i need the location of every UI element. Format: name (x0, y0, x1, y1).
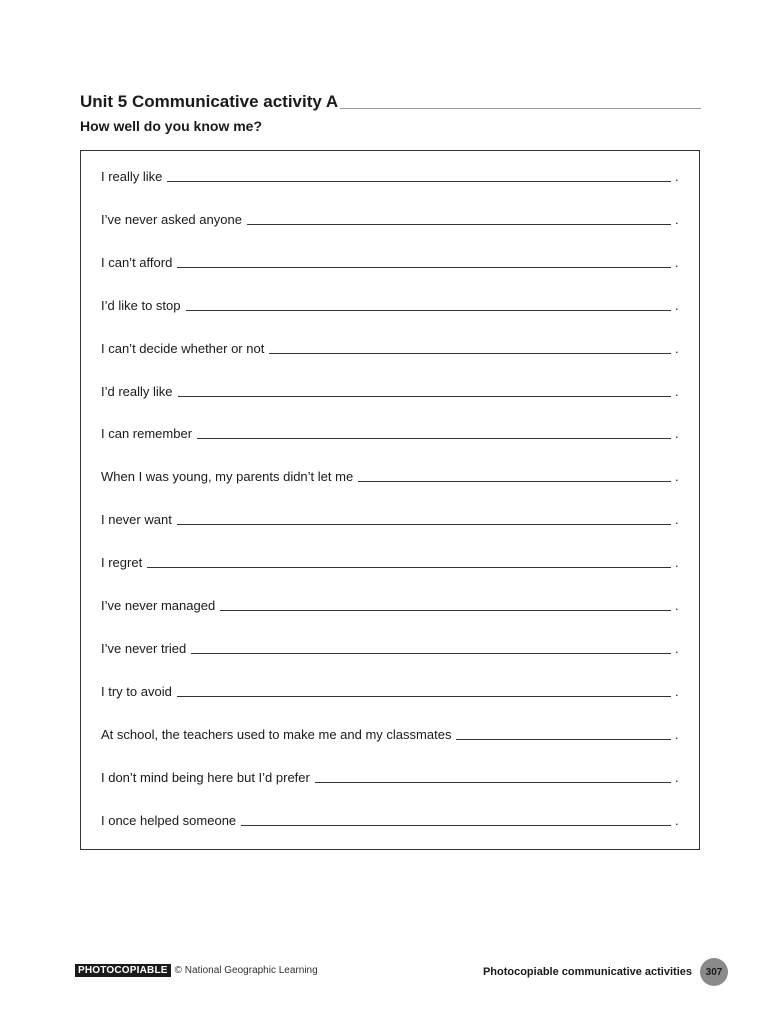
answer-line[interactable] (191, 652, 671, 654)
answer-line[interactable] (177, 523, 671, 525)
prompt-text: At school, the teachers used to make me and my classmates (101, 726, 452, 742)
title-rule (340, 108, 701, 109)
prompt-text: I don’t mind being here but I’d prefer (101, 769, 310, 785)
answer-line[interactable] (178, 395, 671, 397)
answer-line[interactable] (197, 437, 671, 439)
prompt-row (101, 551, 679, 571)
answer-line[interactable] (177, 266, 671, 268)
sentence-period: . (675, 254, 679, 270)
prompt-text: I really like (101, 169, 163, 184)
prompt-text: I can’t decide whether or not (101, 340, 265, 356)
sentence-period: . (675, 469, 679, 485)
page-header (80, 92, 701, 135)
prompt-text: I’ve never tried (101, 640, 187, 656)
sentence-period: . (675, 426, 679, 442)
sentence-period: . (675, 640, 679, 656)
sentence-period: . (675, 340, 679, 356)
answer-line[interactable] (241, 824, 671, 826)
prompt-row (101, 380, 679, 400)
title-row (80, 92, 701, 112)
answer-line[interactable] (247, 223, 671, 225)
footer-right (483, 958, 728, 986)
sentence-period: . (675, 769, 679, 785)
sentence-period: . (675, 297, 679, 313)
page-subtitle: How well do you know me? (80, 118, 263, 134)
prompt-row (101, 809, 679, 829)
answer-line[interactable] (177, 695, 671, 697)
activity-box (80, 150, 700, 850)
prompt-text: I once helped someone (101, 812, 237, 828)
answer-line[interactable] (167, 180, 671, 182)
prompt-text: I’d like to stop (101, 297, 181, 313)
sentence-period: . (675, 598, 679, 613)
prompt-text: I’ve never asked anyone (101, 211, 242, 227)
prompt-text: I can’t afford (101, 254, 173, 270)
sentence-period: . (675, 555, 679, 571)
footer-left (75, 964, 318, 977)
prompt-row (101, 637, 679, 657)
prompt-text: I can remember (101, 426, 193, 442)
page-title: Unit 5 Communicative activity A (80, 92, 339, 111)
prompt-row (101, 680, 679, 700)
sentence-period: . (675, 169, 679, 184)
answer-line[interactable] (220, 609, 671, 611)
prompt-row (101, 165, 679, 185)
sentence-period: . (675, 512, 679, 528)
photocopiable-badge: PHOTOCOPIABLE (75, 964, 171, 977)
prompt-text: When I was young, my parents didn’t let me (101, 469, 354, 485)
answer-line[interactable] (358, 480, 671, 482)
sentence-period: . (675, 211, 679, 227)
answer-line[interactable] (456, 738, 671, 740)
prompt-text: I’ve never managed (101, 598, 216, 613)
prompt-row (101, 208, 679, 228)
prompt-row (101, 337, 679, 357)
footer-section-title: Photocopiable communicative activities (482, 966, 692, 978)
prompt-row (101, 251, 679, 271)
answer-line[interactable] (147, 566, 671, 568)
page-footer (75, 958, 728, 986)
prompt-row (101, 766, 679, 786)
sentence-period: . (675, 683, 679, 699)
prompt-row (101, 465, 679, 485)
prompt-row (101, 723, 679, 743)
answer-line[interactable] (186, 309, 672, 311)
sentence-period: . (675, 812, 679, 828)
answer-line[interactable] (269, 352, 671, 354)
page-number-badge: 307 (700, 958, 728, 986)
answer-line[interactable] (315, 781, 671, 783)
copyright-notice: © National Geographic Learning (174, 965, 318, 976)
prompt-row (101, 422, 679, 442)
sentence-period: . (675, 726, 679, 742)
prompt-row (101, 294, 679, 314)
prompt-row (101, 594, 679, 614)
sentence-period: . (675, 383, 679, 399)
prompt-text: I try to avoid (101, 683, 172, 699)
prompt-text: I never want (101, 512, 172, 528)
prompt-text: I regret (101, 555, 143, 571)
prompt-row (101, 508, 679, 528)
prompt-text: I’d really like (101, 383, 173, 399)
